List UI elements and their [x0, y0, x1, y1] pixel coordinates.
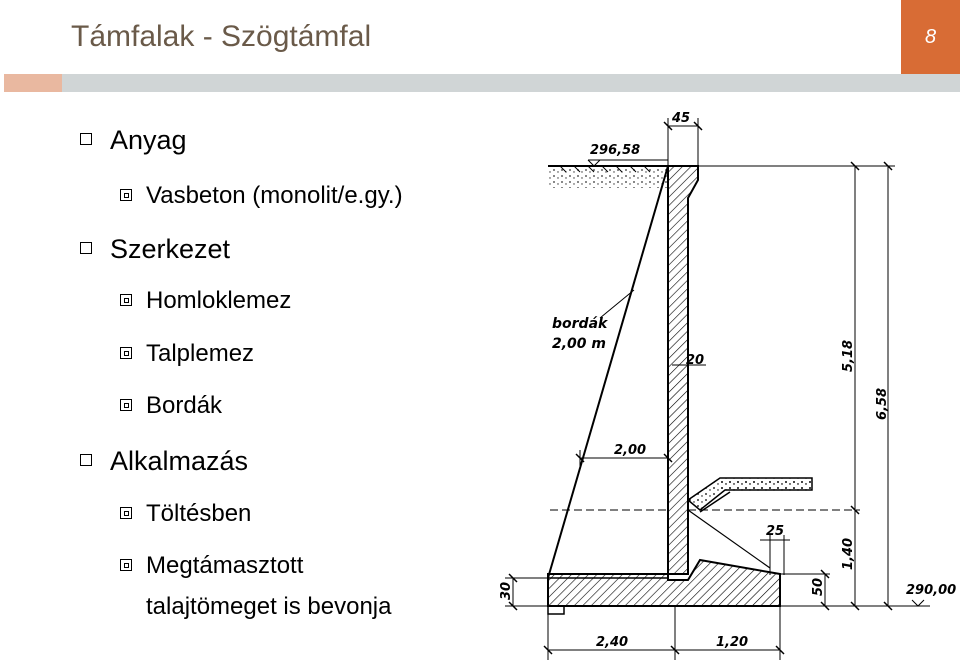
square-bullet-icon — [80, 242, 92, 254]
dim-toe-step: 25 — [766, 524, 785, 539]
square-sub-bullet-icon — [120, 189, 132, 201]
level-top: 296,58 — [590, 143, 641, 158]
level-bottom: 290,00 — [906, 583, 957, 598]
square-bullet-icon — [80, 454, 92, 466]
dim-height-total: 6,58 — [875, 387, 890, 420]
bullet-label: Talplemez — [146, 340, 255, 367]
wall-stem — [668, 166, 698, 574]
page-title: Támfalak - Szögtámfal — [71, 20, 372, 53]
bullet-label: talajtömeget is bevonja — [146, 593, 392, 620]
dim-rib-width: 2,00 — [614, 443, 647, 458]
square-sub-bullet-icon — [120, 559, 132, 571]
bullet-label: Bordák — [146, 392, 223, 419]
shear-key — [548, 606, 564, 614]
square-sub-bullet-icon — [120, 347, 132, 359]
base-slab — [548, 560, 780, 606]
square-sub-bullet-icon — [120, 507, 132, 519]
dim-wall-thickness: 20 — [686, 353, 705, 368]
title-underline-bar — [62, 74, 960, 92]
bullet-label: Vasbeton (monolit/e.gy.) — [146, 182, 403, 209]
dim-height-wall: 5,18 — [841, 339, 856, 372]
bullet-label: Szerkezet — [110, 234, 231, 264]
square-bullet-icon — [80, 133, 92, 145]
rib-outline — [548, 166, 668, 578]
bullet-label: Töltésben — [146, 500, 252, 527]
dim-base-thickness: 50 — [811, 577, 826, 596]
rib-spacing: 2,00 m — [552, 336, 607, 352]
page-number-badge: 8 — [901, 0, 960, 74]
square-sub-bullet-icon — [120, 399, 132, 411]
dim-top-thickness: 45 — [672, 111, 691, 126]
square-sub-bullet-icon — [120, 294, 132, 306]
bullet-label: Homloklemez — [146, 287, 292, 314]
title-accent-bar — [4, 74, 62, 92]
dim-toe: 1,20 — [716, 635, 749, 650]
bullet-label: Megtámasztott — [146, 552, 304, 579]
bullet-label: Anyag — [110, 125, 187, 155]
bullet-label: Alkalmazás — [110, 446, 249, 476]
dim-base-height: 1,40 — [841, 537, 856, 570]
rib-label: bordák — [552, 316, 608, 332]
dim-slab-thickness: 30 — [499, 581, 514, 600]
retaining-wall-drawing — [488, 98, 958, 665]
dim-heel: 2,40 — [596, 635, 629, 650]
backfill-soil — [548, 166, 668, 188]
